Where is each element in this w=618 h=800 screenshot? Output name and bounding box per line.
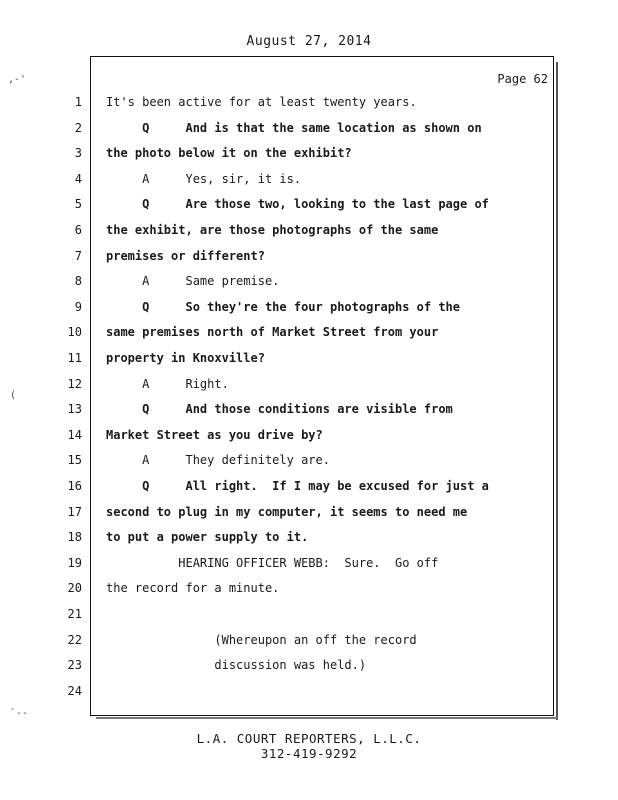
line-number: 16: [67, 479, 82, 493]
scan-mark: `--: [10, 708, 29, 719]
header-date: August 27, 2014: [246, 34, 372, 49]
line-number: 20: [67, 581, 82, 595]
line-text: A Right.: [106, 377, 229, 391]
frame-bottom-shadow: [96, 717, 558, 719]
line-number: 12: [67, 377, 82, 391]
line-number: 15: [67, 453, 82, 467]
line-number: 21: [67, 607, 82, 621]
line-number: 10: [67, 325, 82, 339]
line-text: HEARING OFFICER WEBB: Sure. Go off: [106, 556, 439, 570]
footer-phone: 312-419-9292: [260, 746, 358, 761]
line-text: Q All right. If I may be excused for just a: [106, 479, 489, 493]
line-number: 18: [67, 530, 82, 544]
line-number: 17: [67, 505, 82, 519]
line-number: 7: [74, 249, 82, 263]
line-number: 19: [67, 556, 82, 570]
line-text: second to plug in my computer, it seems to need me: [106, 505, 468, 519]
line-number: 13: [67, 402, 82, 416]
scan-mark: (: [10, 390, 17, 401]
footer-company: L.A. COURT REPORTERS, L.L.C.: [196, 731, 422, 746]
line-text: the record for a minute.: [106, 581, 280, 595]
line-number: 3: [74, 146, 82, 160]
line-number: 1: [74, 95, 82, 109]
line-number: 22: [67, 633, 82, 647]
line-text: discussion was held.): [106, 658, 367, 672]
line-text: Q Are those two, looking to the last page of: [106, 197, 489, 211]
line-number: 14: [67, 428, 82, 442]
line-text: the exhibit, are those photographs of the same: [106, 223, 439, 237]
line-number: 9: [74, 300, 82, 314]
frame-right-shadow: [556, 62, 558, 720]
scan-mark: ,-': [8, 74, 27, 85]
line-number: 8: [74, 274, 82, 288]
line-text: (Whereupon an off the record: [106, 633, 417, 647]
line-text: premises or different?: [106, 249, 265, 263]
line-text: the photo below it on the exhibit?: [106, 146, 352, 160]
page-number: Page 62: [497, 72, 548, 86]
line-text: Q And is that the same location as shown on: [106, 121, 482, 135]
line-text: Q And those conditions are visible from: [106, 402, 453, 416]
line-text: Q So they're the four photographs of the: [106, 300, 461, 314]
line-number: 24: [67, 684, 82, 698]
line-text: It's been active for at least twenty years.: [106, 95, 417, 109]
line-number: 6: [74, 223, 82, 237]
line-number: 23: [67, 658, 82, 672]
line-text: A Yes, sir, it is.: [106, 172, 302, 186]
line-text: same premises north of Market Street from your: [106, 325, 439, 339]
line-text: Market Street as you drive by?: [106, 428, 323, 442]
line-text: A Same premise.: [106, 274, 280, 288]
line-text: property in Knoxville?: [106, 351, 265, 365]
line-number: 5: [74, 197, 82, 211]
line-text: to put a power supply to it.: [106, 530, 309, 544]
line-number: 11: [67, 351, 82, 365]
line-number: 2: [74, 121, 82, 135]
line-number: 4: [74, 172, 82, 186]
line-text: A They definitely are.: [106, 453, 330, 467]
